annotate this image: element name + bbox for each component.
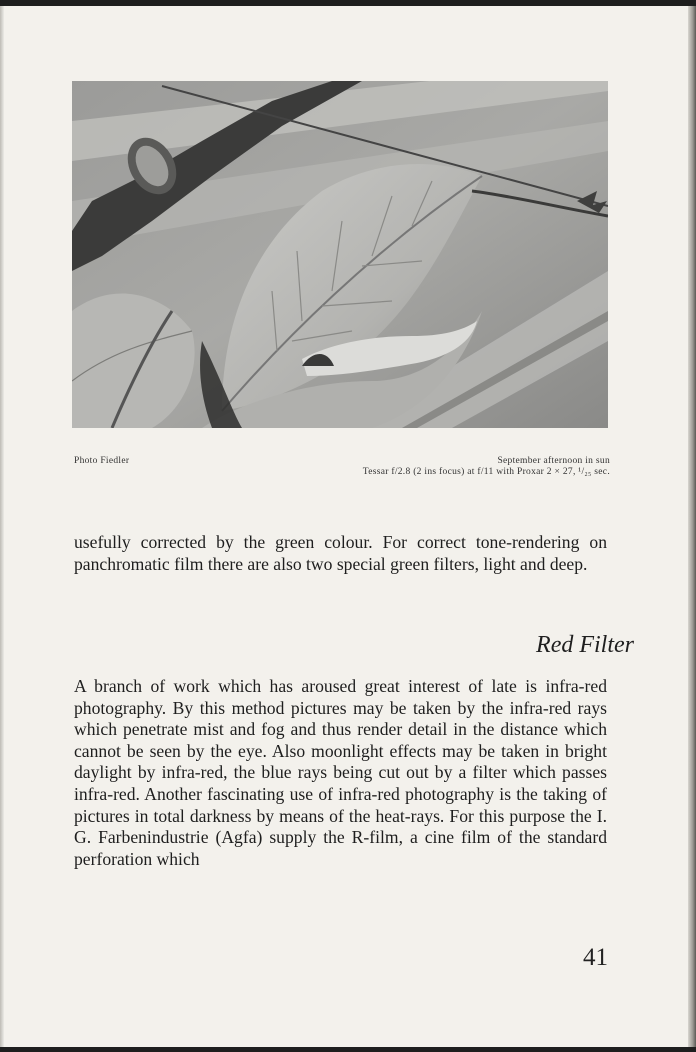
photo-credit: Photo Fiedler bbox=[74, 456, 130, 466]
page-number: 41 bbox=[583, 944, 608, 971]
photo-caption-settings: Tessar f/2.8 (2 ins focus) at f/11 with Proxar 2 × 27, ¹/₂₅ sec. bbox=[362, 467, 610, 477]
page-left-edge bbox=[0, 6, 4, 1047]
photo-caption-date: September afternoon in sun bbox=[497, 456, 610, 466]
paragraph-green-filter: usefully corrected by the green colour. For correct tone-rendering on panchromatic film there are also two special green filters, light and deep. bbox=[74, 532, 607, 574]
page-right-edge bbox=[688, 6, 696, 1047]
caterpillar-photo bbox=[72, 81, 608, 428]
paragraph-infra-red: A branch of work which has aroused great interest of late is infra-red photography. By this method pictures may be taken by the infra-red rays which penetrate mist and fog and thus render detail in the distance which cannot be seen by the eye. Also moonlight effects may be taken in bright daylight by infra-red, the blue rays being cut out by a filter which passes infra-red. Another fascinating use of infra-red photography is the taking of pictures in total darkness by means of the heat-rays. For this purpose the I. G. Farbenindustrie (Agfa) supply the R-film, a cine film of the standard perforation which bbox=[74, 676, 607, 869]
section-heading: Red Filter bbox=[536, 632, 634, 658]
